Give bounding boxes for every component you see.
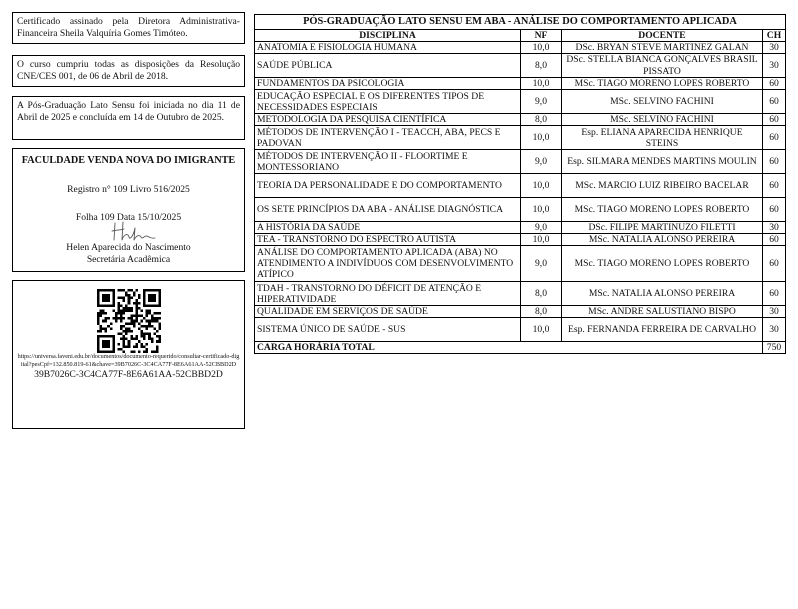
cell-ch: 30 — [763, 222, 786, 234]
faculty-name: FACULDADE VENDA NOVA DO IMIGRANTE — [21, 155, 236, 166]
cell-docente: DSc. BRYAN STEVE MARTINEZ GALAN — [562, 41, 763, 53]
signer-role: Secretária Acadêmica — [86, 253, 171, 265]
cell-ch: 60 — [763, 282, 786, 306]
cell-docente: MSc. MARCIO LUIZ RIBEIRO BACELAR — [562, 174, 763, 198]
cell-nf: 10,0 — [521, 41, 562, 53]
cell-ch: 30 — [763, 306, 786, 318]
cell-disciplina: SAÚDE PÚBLICA — [255, 54, 521, 78]
verification-url[interactable]: https://universa.faveni.edu.br/documentos/documento-requerido/consultar-certificado-digital?pesCpf=132.850.819-61&chave=39B7026C-3C4CA77F-8E6A61AA-52CBBD2D — [17, 353, 240, 368]
cell-docente: MSc. NATALIA ALONSO PEREIRA — [562, 282, 763, 306]
cell-disciplina: QUALIDADE EM SERVIÇOS DE SAÚDE — [255, 306, 521, 318]
cell-ch: 60 — [763, 114, 786, 126]
dates-text: A Pós-Graduação Lato Sensu foi iniciada no dia 11 de Abril de 2025 e concluída em 14 de Outubro de 2025. — [17, 100, 240, 123]
table-row — [255, 54, 786, 78]
cell-docente: MSc. NATALIA ALONSO PEREIRA — [562, 234, 763, 246]
cell-nf: 10,0 — [521, 174, 562, 198]
cell-ch: 60 — [763, 150, 786, 174]
folio-date: Folha 109 Data 15/10/2025 — [75, 211, 182, 223]
header-nf: NF — [521, 29, 562, 41]
table-row — [255, 114, 786, 126]
verification-code: 39B7026C-3C4CA77F-8E6A61AA-52CBBD2D — [34, 368, 223, 380]
cell-disciplina: OS SETE PRINCÍPIOS DA ABA - ANÁLISE DIAGNÓSTICA — [255, 198, 521, 222]
signature-image — [17, 224, 240, 242]
registry-number: Registro n° 109 Livro 516/2025 — [67, 183, 190, 195]
certificate-signature-note — [12, 12, 245, 44]
cell-nf: 10,0 — [521, 78, 562, 90]
handwritten-signature — [109, 220, 159, 246]
table-row — [255, 306, 786, 318]
cell-docente: MSc. TIAGO MORENO LOPES ROBERTO — [562, 78, 763, 90]
resolution-text: O curso cumpriu todas as disposições da Resolução CNE/CES 001, de 06 de Abril de 2018. — [17, 59, 240, 82]
table-row — [255, 41, 786, 53]
table-row — [255, 198, 786, 222]
cell-ch: 60 — [763, 90, 786, 114]
cell-disciplina: TEA - TRANSTORNO DO ESPECTRO AUTISTA — [255, 234, 521, 246]
cell-ch: 60 — [763, 126, 786, 150]
cell-nf: 9,0 — [521, 222, 562, 234]
table-row — [255, 222, 786, 234]
cell-docente: Esp. FERNANDA FERREIRA DE CARVALHO — [562, 318, 763, 342]
signer-name: Helen Aparecida do Nascimento — [66, 241, 191, 253]
course-dates-note — [12, 96, 245, 140]
cell-docente: DSc. STELLA BIANCA GONÇALVES BRASIL PISSATO — [562, 54, 763, 78]
cell-disciplina: A HISTÓRIA DA SAÚDE — [255, 222, 521, 234]
qr-code-icon[interactable] — [97, 289, 161, 353]
header-disciplina: DISCIPLINA — [255, 29, 521, 41]
cell-docente: DSc. FILIPE MARTINUZO FILETTI — [562, 222, 763, 234]
cell-docente: MSc. TIAGO MORENO LOPES ROBERTO — [562, 246, 763, 282]
total-label: CARGA HORÁRIA TOTAL — [255, 342, 763, 354]
certificate-text: Certificado assinado pela Diretora Administrativa-Financeira Sheila Valquíria Gomes Timóteo. — [17, 16, 240, 39]
cell-docente: MSc. ANDRE SALUSTIANO BISPO — [562, 306, 763, 318]
table-row — [255, 90, 786, 114]
cell-nf: 8,0 — [521, 114, 562, 126]
cell-nf: 10,0 — [521, 198, 562, 222]
cell-docente: Esp. SILMARA MENDES MARTINS MOULIN — [562, 150, 763, 174]
cell-disciplina: EDUCAÇÃO ESPECIAL E OS DIFERENTES TIPOS DE NECESSIDADES ESPECIAIS — [255, 90, 521, 114]
cell-disciplina: SISTEMA ÚNICO DE SAÚDE - SUS — [255, 318, 521, 342]
resolution-note — [12, 55, 245, 87]
cell-nf: 8,0 — [521, 306, 562, 318]
cell-ch: 60 — [763, 78, 786, 90]
cell-disciplina: FUNDAMENTOS DA PSICOLOGIA — [255, 78, 521, 90]
course-table — [254, 14, 786, 354]
cell-ch: 30 — [763, 54, 786, 78]
cell-disciplina: MÉTODOS DE INTERVENÇÃO II - FLOORTIME E MONTESSORIANO — [255, 150, 521, 174]
cell-nf: 10,0 — [521, 234, 562, 246]
cell-docente: MSc. SELVINO FACHINI — [562, 90, 763, 114]
table-title: PÓS-GRADUAÇÃO LATO SENSU EM ABA - ANÁLISE DO COMPORTAMENTO APLICADA — [255, 15, 786, 30]
table-row — [255, 318, 786, 342]
cell-nf: 9,0 — [521, 246, 562, 282]
cell-nf: 9,0 — [521, 150, 562, 174]
cell-docente: Esp. ELIANA APARECIDA HENRIQUE STEINS — [562, 126, 763, 150]
table-row — [255, 174, 786, 198]
cell-ch: 60 — [763, 246, 786, 282]
cell-disciplina: TEORIA DA PERSONALIDADE E DO COMPORTAMENTO — [255, 174, 521, 198]
table-row — [255, 234, 786, 246]
faculty-registry-box — [12, 148, 245, 272]
cell-disciplina: MÉTODOS DE INTERVENÇÃO I - TEACCH, ABA, PECS E PADOVAN — [255, 126, 521, 150]
cell-disciplina: ANÁLISE DO COMPORTAMENTO APLICADA (ABA) NO ATENDIMENTO A INDIVÍDUOS COM DESENVOLVIMENTO ATÍPICO — [255, 246, 521, 282]
cell-nf: 10,0 — [521, 126, 562, 150]
verification-box — [12, 280, 245, 429]
cell-docente: MSc. SELVINO FACHINI — [562, 114, 763, 126]
total-value: 750 — [763, 342, 786, 354]
table-row — [255, 78, 786, 90]
cell-ch: 60 — [763, 174, 786, 198]
table-row — [255, 126, 786, 150]
header-ch: CH — [763, 29, 786, 41]
cell-nf: 9,0 — [521, 90, 562, 114]
cell-docente: MSc. TIAGO MORENO LOPES ROBERTO — [562, 198, 763, 222]
cell-nf: 10,0 — [521, 318, 562, 342]
table-row — [255, 282, 786, 306]
table-body — [255, 41, 786, 341]
cell-ch: 60 — [763, 198, 786, 222]
cell-nf: 8,0 — [521, 282, 562, 306]
cell-disciplina: TDAH - TRANSTORNO DO DÉFICIT DE ATENÇÃO E HIPERATIVIDADE — [255, 282, 521, 306]
table-row — [255, 246, 786, 282]
cell-ch: 30 — [763, 41, 786, 53]
cell-nf: 8,0 — [521, 54, 562, 78]
table-row — [255, 150, 786, 174]
cell-ch: 60 — [763, 234, 786, 246]
cell-disciplina: METODOLOGIA DA PESQUISA CIENTÍFICA — [255, 114, 521, 126]
cell-ch: 30 — [763, 318, 786, 342]
cell-disciplina: ANATOMIA E FISIOLOGIA HUMANA — [255, 41, 521, 53]
header-docente: DOCENTE — [562, 29, 763, 41]
